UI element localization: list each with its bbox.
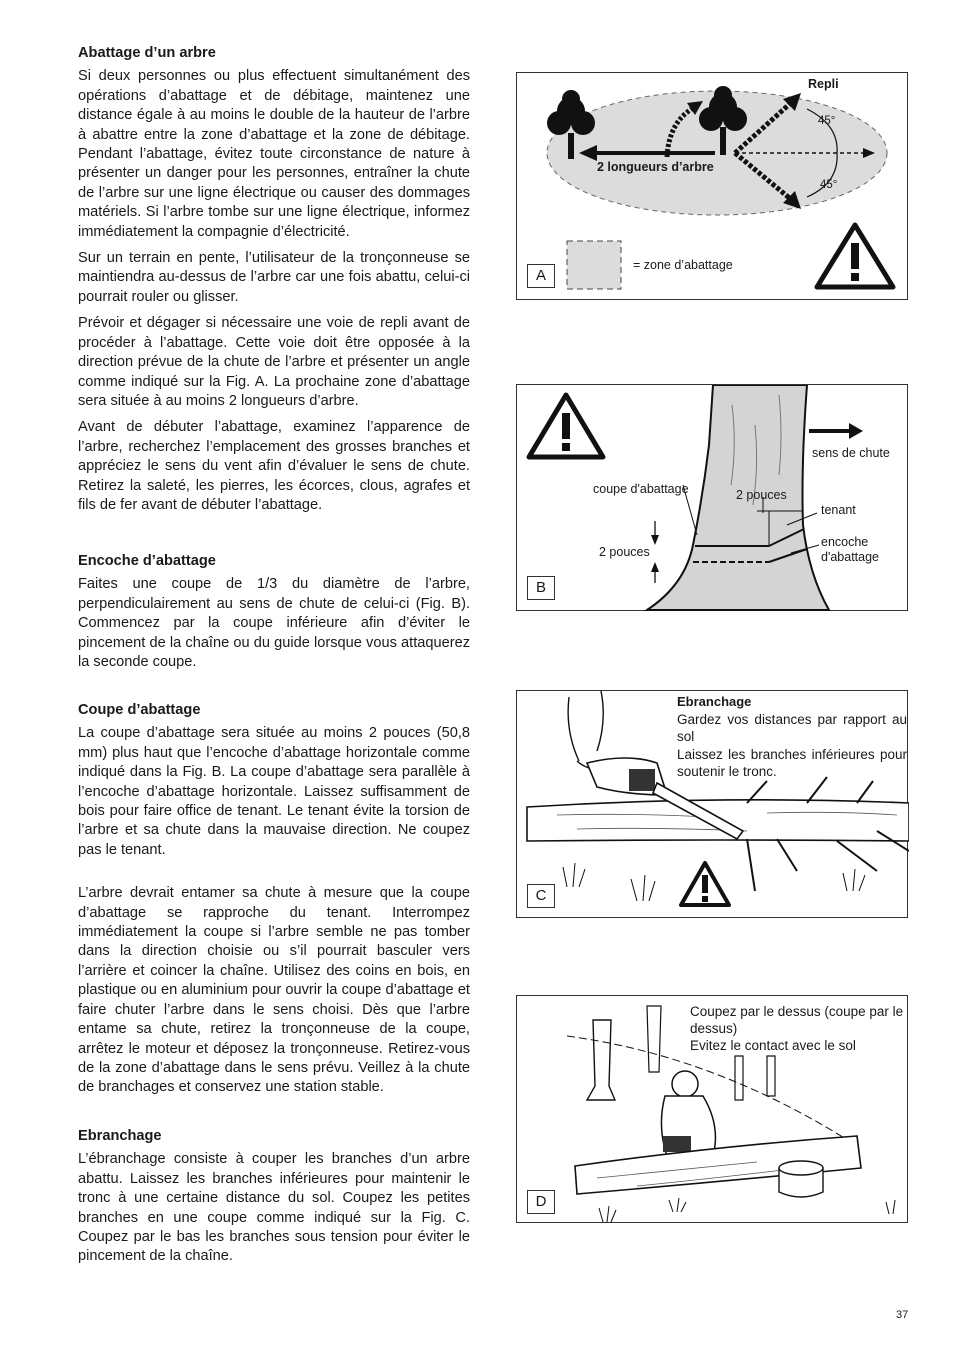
figure-letter: B	[527, 576, 555, 600]
label-felling-cut: coupe d'abattage	[593, 482, 689, 496]
heading-encoche: Encoche d’abattage	[78, 553, 216, 569]
heading-ebranchage: Ebranchage	[78, 1128, 162, 1144]
paragraph: Sur un terrain en pente, l’utilisateur de la tronçonneuse se maintiendra au-dessus de l’arbre car une fois abattu, celui-ci pourrait rouler ou glisser.	[78, 250, 470, 305]
section-encoche	[78, 552, 470, 679]
label-angle-top: 45°	[818, 115, 836, 127]
heading-abattage: Abattage d’un arbre	[78, 45, 216, 61]
warning-icon	[529, 395, 603, 457]
figure-letter: D	[527, 1190, 555, 1214]
label-angle-bottom: 45°	[820, 179, 838, 191]
figure-a	[516, 72, 908, 300]
paragraph: Faites une coupe de 1/3 du diamètre de l’arbre, perpendiculairement au sens de chute de celui-ci (Fig. B). Commencez par la coupe inférieure afin d’éviter le pincement de la chaîne ou du guide lorsque vous attaquerez la seconde coupe.	[78, 576, 470, 671]
figure-c	[516, 690, 908, 918]
page-number: 37	[896, 1309, 909, 1321]
heading-coupe: Coupe d’abattage	[78, 702, 201, 718]
paragraph: L’ébranchage consiste à couper les branches d’un arbre abattu. Laissez les branches inférieures pour maintenir le tronc à une certaine distance du sol. Coupez les petites branches en une coupe comme indiqué sur la Fig. C. Coupez par le bas les branches sous tension pour éviter le pincement de la chaîne.	[78, 1151, 470, 1265]
paragraph: Si deux personnes ou plus effectuent simultanément des opérations d’abattage et de débitage, maintenez une distance égale à au moins le double de la hauteur de l’arbre à abattre entre la zone d’abattage et la zone de débitage. Pendant l’abattage, évitez toute circonstance de nature à présenter un danger pour les personnes, entraîner la chute de l’arbre sur une ligne électrique ou causer des dommages matériels. Si l’arbre tombe sur une ligne électrique, informez immédiatement la compagnie d’électricité.	[78, 68, 470, 240]
label-top-cut-line2: Evitez le contact avec le sol	[690, 1038, 856, 1053]
paragraph: L’arbre devrait entamer sa chute à mesure que la coupe d’abattage se rapproche du tenant. Interrompez immédiatement la coupe si l’arbre semble ne pas tomber dans la direction choisie ou s’il pourrait basculer vers l’arrière et coincer la chaîne. Utilisez des coins en bois, en plastique ou en aluminium pour ouvrir la coupe d’abattage et faire chuter l’arbre dans le sens choisi. Dès que l’arbre entame sa chute, retirez la tronçonneuse de la coupe, arrêtez le moteur et déposez la tronçonneuse. Retirez-vous de la zone d’abattage dans le sens prévu. Veillez à la chute de branchages et conservez une station stable.	[78, 885, 470, 1096]
label-two-inches-left: 2 pouces	[599, 545, 650, 559]
figure-letter: A	[527, 264, 555, 288]
label-limbing-line2: Laissez les branches inférieures pour soutenir le tronc.	[677, 747, 907, 779]
label-limbing-line1: Gardez vos distances par rapport au sol	[677, 712, 907, 744]
label-top-cut-line1: Coupez par le dessus (coupe par le dessus)	[690, 1004, 904, 1036]
section-coupe	[78, 701, 470, 1105]
label-legend: = zone d’abattage	[633, 258, 733, 272]
figure-b	[516, 384, 908, 611]
notch-cut-diagram	[517, 385, 909, 612]
figure-d	[516, 995, 908, 1223]
label-limbing-title: Ebranchage	[677, 694, 752, 709]
warning-icon	[817, 225, 893, 287]
label-repli: Repli	[808, 77, 839, 91]
label-notch-line2: d'abattage	[821, 550, 879, 564]
figure-letter: C	[527, 884, 555, 908]
label-distance: 2 longueurs d’arbre	[597, 160, 714, 174]
label-fall-direction: sens de chute	[812, 446, 890, 460]
label-two-inches-top: 2 pouces	[736, 488, 787, 502]
label-notch-line1: encoche	[821, 535, 869, 549]
section-ebranchage	[78, 1127, 470, 1274]
paragraph: Avant de débuter l’abattage, examinez l’apparence de l’arbre, recherchez l’emplacement des grosses branches et appréciez le sens du vent afin d’évaluer le sens de chute. Retirez la saleté, les pierres, les écorces, clous, agrafes et fils de fer avant de débuter l’abattage.	[78, 419, 470, 513]
paragraph: La coupe d’abattage sera située au moins 2 pouces (50,8 mm) plus haut que l’encoche d’abattage horizontale comme indiqué dans la Fig. B. La coupe d’abattage sera parallèle à l’encoche d’abattage horizontale. Laissez suffisamment de bois pour faire office de tenant. Le tenant évite la torsion de l’arbre et sa chute dans la mauvaise direction. Ne coupez pas le tenant.	[78, 725, 470, 858]
warning-icon	[681, 863, 729, 905]
paragraph: Prévoir et dégager si nécessaire une voie de repli avant de procéder à l’abattage. Cette voie doit être opposée à la direction prévue de la chute de l’arbre et présenter un angle comme indiqué sur la Fig. A. La prochaine zone d’abattage sera située à au moins 2 longueurs d’arbre.	[78, 315, 470, 409]
section-abattage	[78, 44, 470, 522]
label-hinge: tenant	[821, 503, 856, 517]
